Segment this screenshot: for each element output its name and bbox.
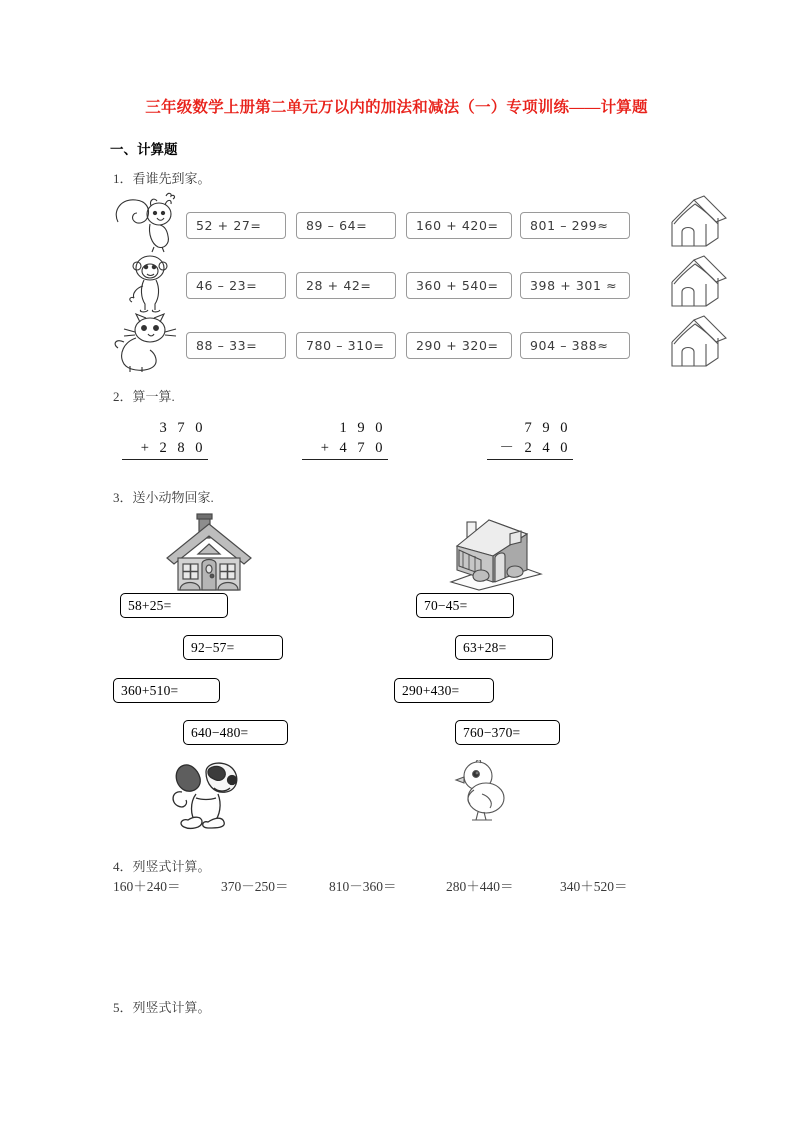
expression-text: 280＋440＝ (446, 879, 514, 894)
question-4-label: 4．列竖式计算。 (113, 859, 211, 874)
expression-box[interactable]: 640−480= (183, 720, 288, 745)
expression-box[interactable]: 398 + 301 ≈ (520, 272, 630, 299)
question-3-label: 3．送小动物回家. (113, 490, 214, 505)
hut-icon (668, 314, 730, 374)
hut-icon (668, 194, 730, 254)
question-2-label: 2．算一算. (113, 389, 175, 404)
vertical-sum-top: 3 7 0 (159, 420, 206, 436)
expression-box[interactable]: 28 + 42= (296, 272, 396, 299)
squirrel-icon (110, 192, 186, 254)
monkey-icon (110, 252, 186, 314)
expression-box[interactable]: 58+25= (120, 593, 228, 618)
expression-box[interactable]: 760−370= (455, 720, 560, 745)
expression-box[interactable]: 360 + 540= (406, 272, 512, 299)
page-title: 三年级数学上册第二单元万以内的加法和减法（一）专项训练——计算题 (145, 99, 648, 116)
house-iso-icon (445, 512, 547, 594)
vertical-sum-top: 7 9 0 (524, 420, 571, 436)
expression-text: 340＋520＝ (560, 879, 628, 894)
vertical-sum-3 (487, 418, 573, 460)
chick-icon (452, 760, 516, 824)
expression-box[interactable]: 88 – 33= (186, 332, 286, 359)
vertical-sum-bottom: + 4 7 0 (302, 438, 388, 460)
expression-box[interactable]: 46 – 23= (186, 272, 286, 299)
expression-box[interactable]: 70−45= (416, 593, 514, 618)
expression-text: 370－250＝ (221, 879, 289, 894)
vertical-sum-bottom: － 2 4 0 (487, 438, 573, 460)
expression-box[interactable]: 290 + 320= (406, 332, 512, 359)
hut-icon (668, 254, 730, 314)
expression-box[interactable]: 92−57= (183, 635, 283, 660)
expression-box[interactable]: 160 + 420= (406, 212, 512, 239)
dog-icon (162, 758, 254, 830)
vertical-sum-bottom: + 2 8 0 (122, 438, 208, 460)
expression-box[interactable]: 360+510= (113, 678, 220, 703)
question-1-label: 1．看谁先到家。 (113, 171, 211, 186)
house-front-icon (158, 512, 260, 594)
race-row-3 (110, 316, 730, 378)
expression-box[interactable]: 780 – 310= (296, 332, 396, 359)
expression-box[interactable]: 801 – 299≈ (520, 212, 630, 239)
question-5-label: 5．列竖式计算。 (113, 1000, 211, 1015)
expression-box[interactable]: 904 – 388≈ (520, 332, 630, 359)
expression-text: 810－360＝ (329, 879, 397, 894)
expression-box[interactable]: 63+28= (455, 635, 553, 660)
expression-text: 160＋240＝ (113, 879, 181, 894)
expression-box[interactable]: 89 – 64= (296, 212, 396, 239)
vertical-sum-1 (122, 418, 208, 460)
kitten-icon (110, 312, 186, 374)
vertical-sum-2 (302, 418, 388, 460)
race-row-1 (110, 196, 730, 258)
race-row-2 (110, 256, 730, 318)
vertical-sum-top: 1 9 0 (339, 420, 386, 436)
expression-box[interactable]: 52 + 27= (186, 212, 286, 239)
section-heading: 一、计算题 (110, 142, 178, 157)
expression-box[interactable]: 290+430= (394, 678, 494, 703)
